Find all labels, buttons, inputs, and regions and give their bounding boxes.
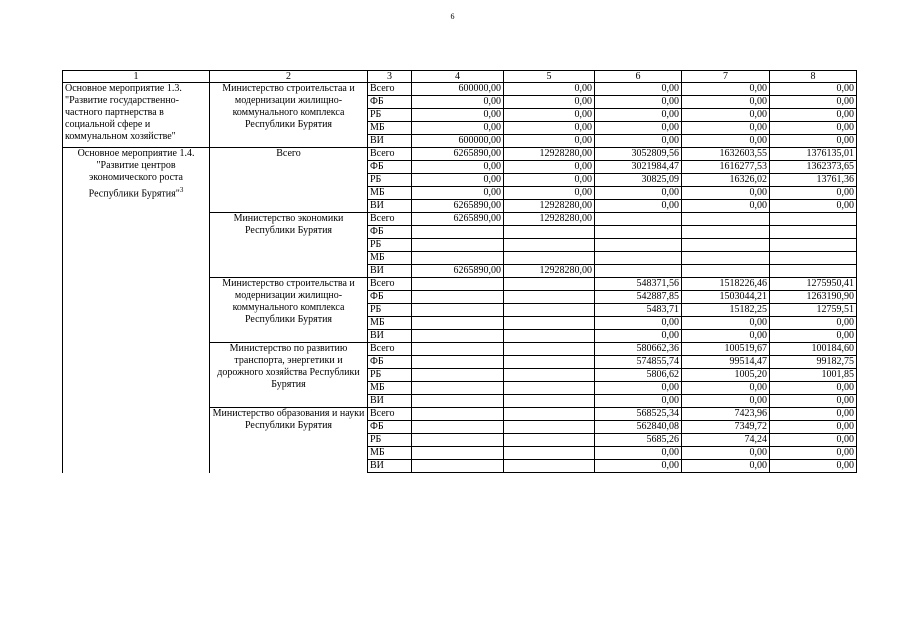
table-row <box>63 83 857 96</box>
amount-cell: 0,00 <box>770 200 857 213</box>
amount-cell: 12759,51 <box>770 304 857 317</box>
amount-cell: 0,00 <box>682 395 770 408</box>
activity-cell <box>63 83 210 148</box>
amount-cell <box>412 304 504 317</box>
source-cell: Всего <box>368 343 412 356</box>
amount-cell: 0,00 <box>682 122 770 135</box>
amount-cell <box>595 265 682 278</box>
amount-cell: 548371,56 <box>595 278 682 291</box>
amount-cell: 1362373,65 <box>770 161 857 174</box>
amount-cell <box>504 421 595 434</box>
column-header: 1 <box>63 71 210 83</box>
source-cell: РБ <box>368 369 412 382</box>
amount-cell <box>682 213 770 226</box>
column-header: 6 <box>595 71 682 83</box>
amount-cell: 0,00 <box>770 421 857 434</box>
amount-cell: 542887,85 <box>595 291 682 304</box>
amount-cell: 0,00 <box>770 109 857 122</box>
amount-cell <box>412 382 504 395</box>
amount-cell: 0,00 <box>770 434 857 447</box>
amount-cell: 0,00 <box>595 187 682 200</box>
executor-cell: Министерство строительства и модернизации жилищно-коммунального комплекса Республики Бурятия <box>210 278 368 343</box>
amount-cell: 0,00 <box>595 83 682 96</box>
amount-cell <box>504 382 595 395</box>
source-cell: МБ <box>368 187 412 200</box>
amount-cell: 0,00 <box>504 187 595 200</box>
amount-cell <box>412 369 504 382</box>
source-cell: ВИ <box>368 135 412 148</box>
amount-cell: 600000,00 <box>412 135 504 148</box>
amount-cell <box>412 239 504 252</box>
amount-cell: 5685,26 <box>595 434 682 447</box>
amount-cell <box>504 252 595 265</box>
amount-cell: 0,00 <box>682 447 770 460</box>
amount-cell: 100184,60 <box>770 343 857 356</box>
amount-cell <box>412 330 504 343</box>
footnote-mark: 3 <box>179 186 184 194</box>
amount-cell: 0,00 <box>682 382 770 395</box>
amount-cell <box>412 278 504 291</box>
amount-cell <box>770 226 857 239</box>
amount-cell <box>504 434 595 447</box>
amount-cell: 13761,36 <box>770 174 857 187</box>
amount-cell <box>504 356 595 369</box>
amount-cell <box>595 252 682 265</box>
amount-cell: 0,00 <box>412 161 504 174</box>
amount-cell: 0,00 <box>770 330 857 343</box>
amount-cell: 12928280,00 <box>504 148 595 161</box>
amount-cell <box>504 317 595 330</box>
amount-cell <box>412 226 504 239</box>
amount-cell <box>504 226 595 239</box>
amount-cell: 1275950,41 <box>770 278 857 291</box>
amount-cell <box>504 343 595 356</box>
amount-cell: 0,00 <box>682 317 770 330</box>
amount-cell <box>595 213 682 226</box>
amount-cell: 562840,08 <box>595 421 682 434</box>
source-cell: ВИ <box>368 330 412 343</box>
amount-cell: 0,00 <box>682 135 770 148</box>
column-header: 5 <box>504 71 595 83</box>
activity-name: Основное мероприятие 1.4. "Развитие центров экономического роста Республики Бурятия" <box>77 148 195 200</box>
amount-cell: 0,00 <box>504 135 595 148</box>
amount-cell <box>504 395 595 408</box>
amount-cell: 0,00 <box>412 109 504 122</box>
source-cell: ФБ <box>368 421 412 434</box>
source-cell: ФБ <box>368 161 412 174</box>
amount-cell: 12928280,00 <box>504 213 595 226</box>
amount-cell: 0,00 <box>504 161 595 174</box>
amount-cell: 0,00 <box>682 96 770 109</box>
source-cell: ВИ <box>368 265 412 278</box>
source-cell: РБ <box>368 304 412 317</box>
amount-cell: 7423,96 <box>682 408 770 421</box>
amount-cell <box>595 226 682 239</box>
amount-cell: 0,00 <box>504 96 595 109</box>
amount-cell: 0,00 <box>770 317 857 330</box>
budget-table <box>62 70 857 473</box>
amount-cell: 0,00 <box>595 330 682 343</box>
amount-cell <box>504 330 595 343</box>
column-header: 7 <box>682 71 770 83</box>
amount-cell: 3021984,47 <box>595 161 682 174</box>
amount-cell: 0,00 <box>412 174 504 187</box>
executor-cell: Министерство строительстаа и модернизации жилищно-коммунального комплекса Республики Бурятия <box>210 83 368 148</box>
amount-cell <box>412 317 504 330</box>
amount-cell: 0,00 <box>682 330 770 343</box>
amount-cell: 0,00 <box>504 109 595 122</box>
amount-cell: 600000,00 <box>412 83 504 96</box>
amount-cell <box>412 252 504 265</box>
source-cell: Всего <box>368 278 412 291</box>
source-cell: РБ <box>368 174 412 187</box>
source-cell: ФБ <box>368 96 412 109</box>
source-cell: МБ <box>368 382 412 395</box>
amount-cell: 99182,75 <box>770 356 857 369</box>
amount-cell <box>412 291 504 304</box>
source-cell: Всего <box>368 83 412 96</box>
amount-cell: 15182,25 <box>682 304 770 317</box>
amount-cell: 0,00 <box>682 83 770 96</box>
amount-cell: 568525,34 <box>595 408 682 421</box>
source-cell: Всего <box>368 213 412 226</box>
amount-cell <box>504 239 595 252</box>
amount-cell: 100519,67 <box>682 343 770 356</box>
amount-cell <box>682 252 770 265</box>
amount-cell: 0,00 <box>504 83 595 96</box>
column-header: 4 <box>412 71 504 83</box>
table-body <box>63 71 857 473</box>
header-row <box>63 71 857 83</box>
amount-cell: 0,00 <box>682 200 770 213</box>
amount-cell: 0,00 <box>770 460 857 473</box>
amount-cell: 0,00 <box>595 200 682 213</box>
amount-cell <box>412 408 504 421</box>
amount-cell <box>770 265 857 278</box>
amount-cell: 0,00 <box>595 109 682 122</box>
amount-cell: 0,00 <box>770 135 857 148</box>
source-cell: РБ <box>368 239 412 252</box>
source-cell: ФБ <box>368 356 412 369</box>
amount-cell: 0,00 <box>770 96 857 109</box>
amount-cell <box>412 421 504 434</box>
amount-cell: 0,00 <box>595 135 682 148</box>
amount-cell: 99514,47 <box>682 356 770 369</box>
column-header: 2 <box>210 71 368 83</box>
amount-cell: 0,00 <box>682 460 770 473</box>
executor-cell: Всего <box>210 148 368 213</box>
amount-cell <box>504 278 595 291</box>
amount-cell: 0,00 <box>595 460 682 473</box>
amount-cell: 0,00 <box>595 447 682 460</box>
amount-cell: 0,00 <box>595 317 682 330</box>
amount-cell: 1632603,55 <box>682 148 770 161</box>
source-cell: МБ <box>368 252 412 265</box>
amount-cell <box>682 226 770 239</box>
amount-cell: 6265890,00 <box>412 265 504 278</box>
amount-cell: 0,00 <box>770 447 857 460</box>
source-cell: ВИ <box>368 395 412 408</box>
source-cell: ВИ <box>368 200 412 213</box>
amount-cell: 3052809,56 <box>595 148 682 161</box>
amount-cell: 74,24 <box>682 434 770 447</box>
amount-cell: 30825,09 <box>595 174 682 187</box>
amount-cell: 5483,71 <box>595 304 682 317</box>
source-cell: ФБ <box>368 291 412 304</box>
amount-cell: 0,00 <box>770 187 857 200</box>
amount-cell: 1001,85 <box>770 369 857 382</box>
source-cell: Всего <box>368 148 412 161</box>
amount-cell: 0,00 <box>682 109 770 122</box>
amount-cell: 1518226,46 <box>682 278 770 291</box>
amount-cell: 16326,02 <box>682 174 770 187</box>
amount-cell: 1263190,90 <box>770 291 857 304</box>
amount-cell <box>595 239 682 252</box>
amount-cell: 0,00 <box>595 382 682 395</box>
amount-cell <box>412 460 504 473</box>
amount-cell: 1616277,53 <box>682 161 770 174</box>
amount-cell: 1005,20 <box>682 369 770 382</box>
amount-cell <box>770 252 857 265</box>
amount-cell: 0,00 <box>770 408 857 421</box>
amount-cell: 580662,36 <box>595 343 682 356</box>
amount-cell <box>504 447 595 460</box>
amount-cell <box>682 265 770 278</box>
amount-cell: 0,00 <box>770 395 857 408</box>
amount-cell <box>770 239 857 252</box>
amount-cell <box>504 291 595 304</box>
amount-cell: 1503044,21 <box>682 291 770 304</box>
amount-cell <box>682 239 770 252</box>
amount-cell <box>412 434 504 447</box>
amount-cell: 0,00 <box>770 83 857 96</box>
amount-cell: 0,00 <box>412 122 504 135</box>
amount-cell: 7349,72 <box>682 421 770 434</box>
amount-cell: 12928280,00 <box>504 265 595 278</box>
amount-cell: 0,00 <box>682 187 770 200</box>
amount-cell: 0,00 <box>412 96 504 109</box>
amount-cell: 0,00 <box>595 122 682 135</box>
amount-cell: 0,00 <box>412 187 504 200</box>
column-header: 8 <box>770 71 857 83</box>
amount-cell: 0,00 <box>504 174 595 187</box>
amount-cell <box>504 304 595 317</box>
amount-cell <box>412 356 504 369</box>
executor-cell: Министерство образования и науки Республики Бурятия <box>210 408 368 473</box>
amount-cell <box>504 460 595 473</box>
amount-cell: 0,00 <box>504 122 595 135</box>
source-cell: Всего <box>368 408 412 421</box>
amount-cell: 0,00 <box>770 122 857 135</box>
source-cell: РБ <box>368 109 412 122</box>
amount-cell: 12928280,00 <box>504 200 595 213</box>
table-row <box>63 148 857 161</box>
amount-cell: 0,00 <box>595 96 682 109</box>
activity-cell <box>63 148 210 473</box>
executor-cell: Министерство экономики Республики Бурятия <box>210 213 368 278</box>
amount-cell <box>504 408 595 421</box>
amount-cell <box>412 343 504 356</box>
source-cell: МБ <box>368 447 412 460</box>
amount-cell <box>412 395 504 408</box>
amount-cell: 6265890,00 <box>412 148 504 161</box>
amount-cell <box>412 447 504 460</box>
amount-cell: 6265890,00 <box>412 200 504 213</box>
amount-cell: 0,00 <box>770 382 857 395</box>
amount-cell: 574855,74 <box>595 356 682 369</box>
amount-cell: 1376135,01 <box>770 148 857 161</box>
executor-cell: Министерство по развитию транспорта, энергетики и дорожного хозяйства Республики Бурятия <box>210 343 368 408</box>
source-cell: ВИ <box>368 460 412 473</box>
amount-cell: 0,00 <box>595 395 682 408</box>
amount-cell: 6265890,00 <box>412 213 504 226</box>
amount-cell <box>770 213 857 226</box>
amount-cell <box>504 369 595 382</box>
source-cell: РБ <box>368 434 412 447</box>
page-number: 6 <box>450 12 455 21</box>
amount-cell: 5806,62 <box>595 369 682 382</box>
source-cell: МБ <box>368 122 412 135</box>
source-cell: ФБ <box>368 226 412 239</box>
column-header: 3 <box>368 71 412 83</box>
activity-name: Основное мероприятие 1.3. "Развитие государственно-частного партнерства в социальной сфере и коммунальном хозяйстве" <box>65 83 182 142</box>
source-cell: МБ <box>368 317 412 330</box>
